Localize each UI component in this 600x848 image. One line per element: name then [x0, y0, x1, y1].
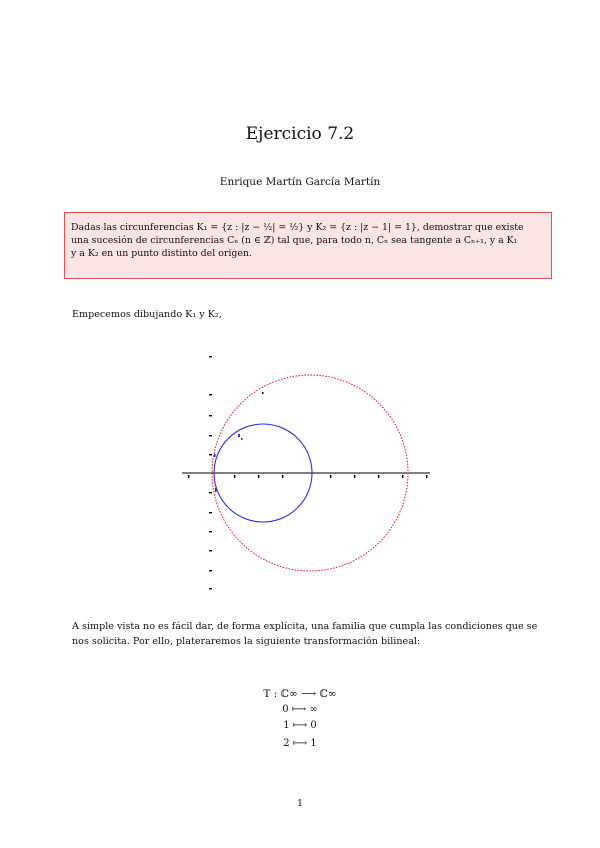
- mapping-row: 1 ⟼ 0: [283, 720, 317, 731]
- circles-figure: [178, 348, 438, 598]
- small-marks: [214, 392, 264, 492]
- page-title: Ejercicio 7.2: [245, 124, 355, 144]
- problem-line-1: Dadas las circunferencias K₁ = {z : |z − ½| = ½} y K₂ = {z : |z − 1| = 1}, demostrar que existe: [71, 222, 524, 233]
- mapping-row: 2 ⟼ 1: [283, 738, 317, 749]
- x-axis-ticks: [188, 475, 427, 478]
- mapping-definition: T : ℂ∞ ⟶ ℂ∞: [263, 688, 337, 700]
- problem-statement-box: [64, 212, 552, 279]
- problem-line-3: y a K₂ en un punto distinto del origen.: [71, 248, 252, 259]
- paragraph-2: A simple vista no es fácil dar, de forma explícita, una familia que cumpla las condiciones que se nos solicita. Por ello, plateraremos la siguiente transformación bilineal:: [72, 621, 538, 647]
- problem-line-2: una sucesión de circunferencias Cₙ (n ∈ ℤ) tal que, para todo n, Cₙ sea tangente a Cₙ₊₁, y a K₁: [71, 235, 518, 246]
- mapping-row: 0 ⟼ ∞: [282, 704, 318, 715]
- page-number: 1: [296, 798, 304, 809]
- intro-paragraph: Empecemos dibujando K₁ y K₂,: [72, 309, 222, 320]
- author-name: Enrique Martín García Martín: [219, 176, 381, 188]
